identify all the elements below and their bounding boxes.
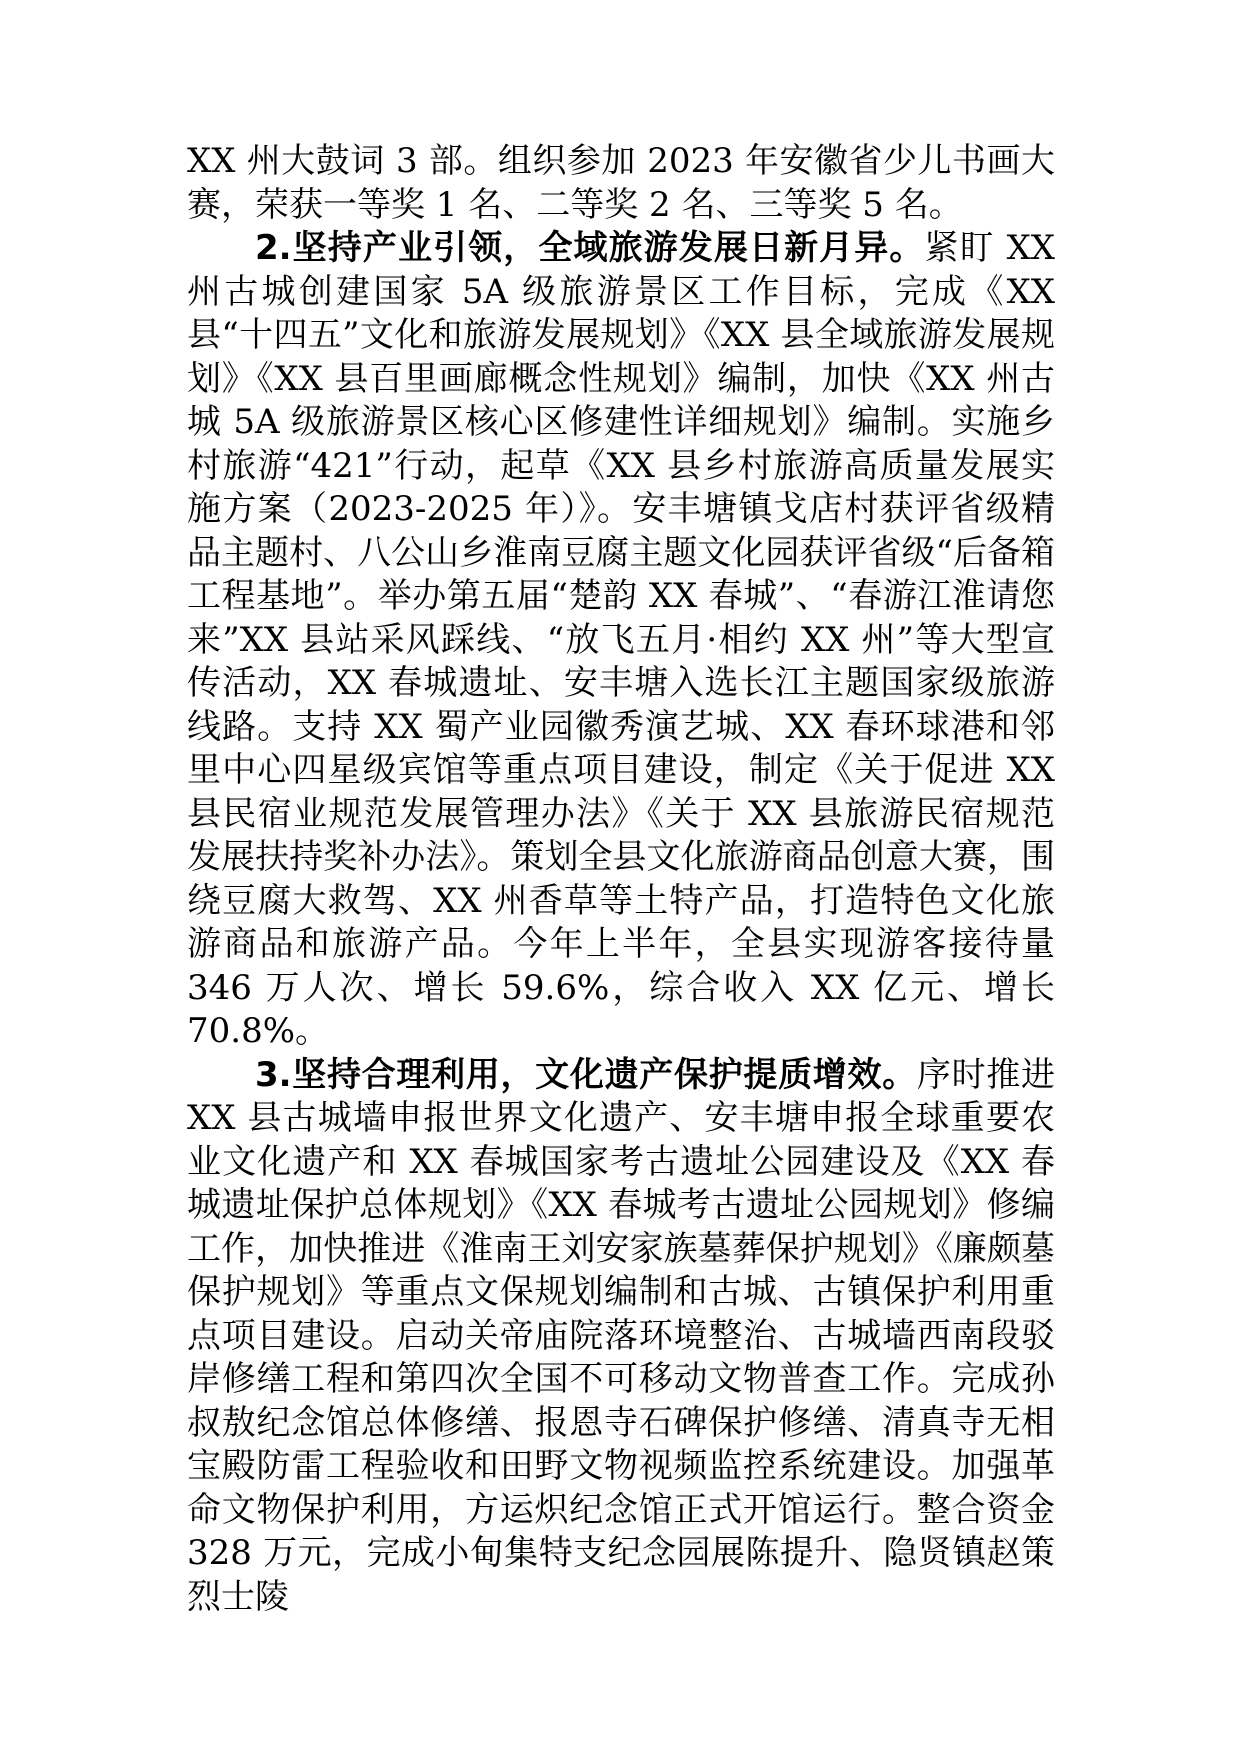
paragraph-body: XX 州大鼓词 3 部。组织参加 2023 年安徽省少儿书画大赛，荣获一等奖 1 名、二等奖 2 名、三等奖 5 名。	[187, 141, 1055, 225]
paragraph-section-3	[187, 1054, 1055, 1620]
paragraph-body: 紧盯 XX 州古城创建国家 5A 级旅游景区工作目标，完成《XX 县“十四五”文化和旅游发展规划》《XX 县全域旅游发展规划》《XX 县百里画廊概念性规划》编制，加快《XX 州古城 5A 级旅游景区核心区修建性详细规划》编制。实施乡村旅游“421”行动，起草《XX 县乡村旅游高质量发展实施方案（2023-2025 年）》。安丰塘镇戈店村获评省级精品主题村、八公山乡淮南豆腐主题文化园获评省级“后备箱工程基地”。举办第五届“楚韵 XX 春城”、“春游江淮请您来”XX 县站采风踩线、“放飞五月·相约 XX 州”等大型宣传活动，XX 春城遗址、安丰塘入选长江主题国家级旅游线路。支持 XX 蜀产业园徽秀演艺城、XX 春环球港和邻里中心四星级宾馆等重点项目建设，制定《关于促进 XX 县民宿业规范发展管理办法》《关于 XX 县旅游民宿规范发展扶持奖补办法》。策划全县文化旅游商品创意大赛，围绕豆腐大救驾、XX 州香草等土特产品，打造特色文化旅游商品和旅游产品。今年上半年，全县实现游客接待量 346 万人次、增长 59.6%，综合收入 XX 亿元、增长 70.8%。	[187, 228, 1056, 1051]
paragraph-section-2	[187, 227, 1055, 1054]
document-page	[187, 140, 1055, 1619]
paragraph-continuation	[187, 140, 1055, 227]
section-heading: 3.坚持合理利用，文化遗产保护提质增效。	[255, 1054, 917, 1095]
section-heading: 2.坚持产业引领，全域旅游发展日新月异。	[255, 228, 925, 268]
paragraph-body: 序时推进 XX 县古城墙申报世界文化遗产、安丰塘申报全球重要农业文化遗产和 XX 春城国家考古遗址公园建设及《XX 春城遗址保护总体规划》《XX 春城考古遗址公园规划》修编工作，加快推进《淮南王刘安家族墓葬保护规划》《廉颇墓保护规划》等重点文保规划编制和古城、古镇保护利用重点项目建设。启动关帝庙院落环境整治、古城墙西南段驳岸修缮工程和第四次全国不可移动文物普查工作。完成孙叔敖纪念馆总体修缮、报恩寺石碑保护修缮、清真寺无相宝殿防雷工程验收和田野文物视频监控系统建设。加强革命文物保护利用，方运炽纪念馆正式开馆运行。整合资金 328 万元，完成小甸集特支纪念园展陈提升、隐贤镇赵策烈士陵	[187, 1054, 1055, 1617]
